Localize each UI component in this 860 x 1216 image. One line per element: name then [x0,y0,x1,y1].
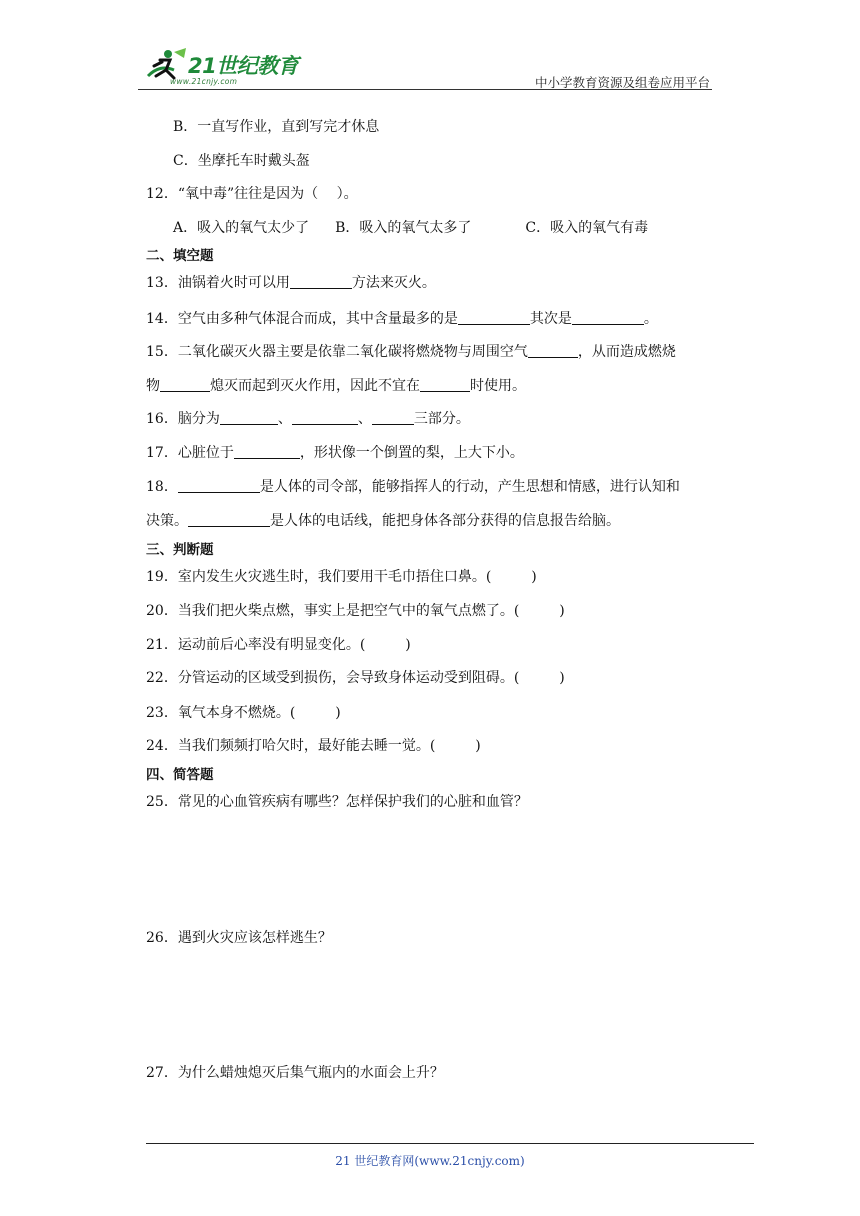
q15-blank-3 [420,376,470,392]
q17-text-1: 17．心脏位于 [146,445,234,461]
q16-blank-3 [372,409,414,425]
q17-blank [234,443,300,459]
q17-text-2: ，形状像一个倒置的梨，上大下小。 [299,445,524,461]
q14-text-3: 。 [643,311,658,327]
q15-text-2: ，从而造成燃烧 [577,344,676,360]
q24-paren-close: ) [475,738,481,754]
q18-text-3: 决策。 [146,513,188,529]
q24 [146,736,481,756]
q15-blank-2 [160,376,210,392]
q11-option-b: B．一直写作业，直到写完才休息 [173,119,380,135]
q16-blank-2 [292,409,358,425]
site-logo [140,46,310,90]
logo-url: www.21cnjy.com [170,77,238,86]
q20 [146,601,565,621]
header-divider [138,89,712,90]
q18-blank-1 [178,477,260,493]
q24-text: 24．当我们频频打哈欠时，最好能去睡一觉。( [146,738,436,754]
q19-paren-close: ) [531,569,537,585]
q22-text: 22．分管运动的区域受到损伤，会导致身体运动受到阻碍。( [146,670,520,686]
q15-blank-1 [528,342,578,358]
q17 [146,443,524,463]
q14 [146,309,658,329]
q19 [146,567,537,587]
q13 [146,273,436,293]
q13-text-2: 方法来灭火。 [351,275,436,291]
q26: 26．遇到火灾应该怎样逃生？ [146,930,332,946]
q23-paren-close: ) [335,705,341,721]
q21-paren-close: ) [405,637,411,653]
q22-paren-close: ) [559,670,565,686]
q16-text-4: 三部分。 [413,411,470,427]
q15-text-5: 时使用。 [470,378,526,394]
q14-blank-1 [458,309,530,325]
q14-text-1: 14．空气由多种气体混合而成，其中含量最多的是 [146,311,458,327]
q13-blank [290,273,352,289]
q12-option-b: B．吸入的氧气太多了 [335,220,472,236]
q13-text-1: 13．油锅着火时可以用 [146,275,290,291]
q16 [146,409,470,429]
q19-text: 19．室内发生火灾逃生时，我们要用干毛巾捂住口鼻。( [146,569,492,585]
q14-text-2: 其次是 [529,311,572,327]
section-short-answer-title: 四、简答题 [146,767,214,783]
q20-paren-close: ) [559,603,565,619]
q18-line-2 [146,511,620,531]
q15-line-1 [146,342,676,362]
q12-option-a: A．吸入的氧气太少了 [173,220,310,236]
q21 [146,635,411,655]
footer-divider [146,1143,754,1144]
q18-text-4: 是人体的电话线，能把身体各部分获得的信息报告给脑。 [270,513,620,529]
section-fill-in-title: 二、填空题 [146,248,214,264]
q18-line-1 [146,477,680,497]
q15-text-1: 15．二氧化碳灭火器主要是依靠二氧化碳将燃烧物与周围空气 [146,344,528,360]
q18-blank-2 [188,511,270,527]
q15-line-2 [146,376,526,396]
logo-text: 21世纪教育 [188,54,299,78]
q15-text-3: 物 [146,378,160,394]
q25: 25．常见的心血管疾病有哪些？怎样保护我们的心脏和血管？ [146,794,528,810]
q23-text: 23．氧气本身不燃烧。( [146,705,296,721]
q27: 27．为什么蜡烛熄灭后集气瓶内的水面会上升？ [146,1065,444,1081]
q16-text-3: 、 [357,411,372,427]
q11-option-c: C．坐摩托车时戴头盔 [173,153,310,169]
footer-text[interactable]: 21 世纪教育网(www.21cnjy.com) [335,1154,525,1168]
q20-text: 20．当我们把火柴点燃，事实上是把空气中的氧气点燃了。( [146,603,520,619]
q12-option-c: C．吸入的氧气有毒 [525,220,649,236]
q15-text-4: 熄灭而起到灭火作用，因此不宜在 [210,378,420,394]
q14-blank-2 [572,309,644,325]
q21-text: 21．运动前后心率没有明显变化。( [146,637,366,653]
q18-text-2: 是人体的司令部，能够指挥人的行动，产生思想和情感，进行认知和 [259,479,680,495]
header-platform-text: 中小学教育资源及组卷应用平台 [534,75,710,90]
q22 [146,668,565,688]
q12-options [173,218,648,238]
q16-text-1: 16．脑分为 [146,411,220,427]
q18-text-1: 18． [146,479,178,495]
q23 [146,703,341,723]
q12-stem: 12．“氧中毒”往往是因为（ ）。 [146,186,358,202]
q16-blank-1 [220,409,278,425]
section-judge-title: 三、判断题 [146,542,214,558]
q16-text-2: 、 [277,411,292,427]
